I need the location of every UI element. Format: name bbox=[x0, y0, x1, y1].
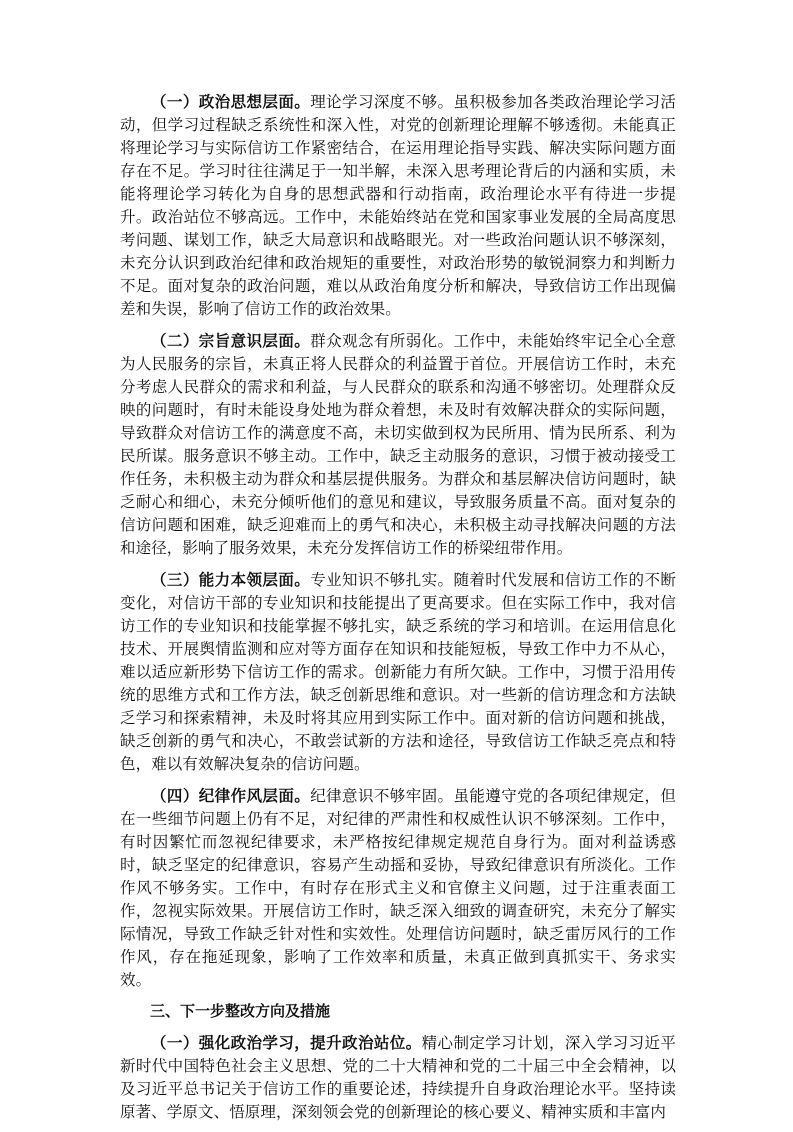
paragraph-lead: （三）能力本领层面。 bbox=[151, 570, 311, 589]
paragraph-body: 精心制定学习计划，深入学习习近平新时代中国特色社会主义思想、党的二十大精神和党的二十届三中全会精神，以及习近平总书记关于信访工作的重要论述，持续提升自身政治理论水平。坚持读原著、学原文、悟原理，深刻领会党的创新理论的核心要义、精神实质和丰富内 bbox=[120, 1034, 677, 1121]
paragraph-lead: （二）宗旨意识层面。 bbox=[151, 331, 311, 350]
document-page bbox=[120, 90, 676, 1132]
paragraph-body: 专业知识不够扎实。随着时代发展和信访工作的不断变化，对信访干部的专业知识和技能提出了更高要求。但在实际工作中，我对信访工作的专业知识和技能掌握不够扎实，缺乏系统的学习和培训。在运用信息化技术、开展舆情监测和应对等方面存在知识和技能短板，导致工作中力不从心，难以适应新形势下信访工作的需求。创新能力有所欠缺。工作中，习惯于沿用传统的思维方式和工作方法，缺乏创新思维和意识。对一些新的信访理念和方法缺乏学习和探索精神，未及时将其应用到实际工作中。面对新的信访问题和挑战，缺乏创新的勇气和决心，不敢尝试新的方法和途径，导致信访工作缺乏亮点和特色，难以有效解决复杂的信访问题。 bbox=[120, 571, 676, 773]
paragraph-discipline-style bbox=[120, 784, 676, 992]
paragraph-political-thought bbox=[120, 90, 676, 321]
paragraph-body: 群众观念有所弱化。工作中，未能始终牢记全心全意为人民服务的宗旨，未真正将人民群众的利益置于首位。开展信访工作时，未充分考虑人民群众的需求和利益，与人民群众的联系和沟通不够密切。处理群众反映的问题时，有时未能设身处地为群众着想，未及时有效解决群众的实际问题，导致群众对信访工作的满意度不高，未切实做到权为民所用、情为民所系、利为民所谋。服务意识不够主动。工作中，缺乏主动服务的意识，习惯于被动接受工作任务，未积极主动为群众和基层提供服务。为群众和基层解决信访问题时，缺乏耐心和细心，未充分倾听他们的意见和建议，导致服务质量不高。面对复杂的信访问题和困难，缺乏迎难而上的勇气和决心，未积极主动寻找解决问题的方法和途径，影响了服务效果，未充分发挥信访工作的桥梁纽带作用。 bbox=[120, 332, 676, 557]
section-heading: 三、下一步整改方向及措施 bbox=[150, 1002, 331, 1020]
paragraph-body: 理论学习深度不够。虽积极参加各类政治理论学习活动，但学习过程缺乏系统性和深入性，对党的创新理论理解不够透彻。未能真正将理论学习与实际信访工作紧密结合，在运用理论指导实践、解决实际问题方面存在不足。学习时往往满足于一知半解，未深入思考理论背后的内涵和实质，未能将理论学习转化为自身的思想武器和行动指南，政治理论水平有待进一步提升。政治站位不够高远。工作中，未能始终站在党和国家事业发展的全局高度思考问题、谋划工作，缺乏大局意识和战略眼光。对一些政治问题认识不够深刻，未充分认识到政治纪律和政治规矩的重要性，对政治形势的敏锐洞察力和判断力不足。面对复杂的政治问题，难以从政治角度分析和解决，导致信访工作出现偏差和失误，影响了信访工作的政治效果。 bbox=[120, 93, 676, 318]
paragraph-purpose-awareness bbox=[120, 329, 676, 560]
paragraph-lead: （一）政治思想层面。 bbox=[151, 92, 311, 111]
paragraph-lead: （四）纪律作风层面。 bbox=[151, 786, 311, 805]
paragraph-lead: （一）强化政治学习，提升政治站位。 bbox=[151, 1033, 422, 1052]
paragraph-strengthen-study bbox=[120, 1031, 676, 1124]
paragraph-body: 纪律意识不够牢固。虽能遵守党的各项纪律规定，但在一些细节问题上仍有不足，对纪律的严肃性和权威性认识不够深刻。工作中，有时因繁忙而忽视纪律要求，未严格按纪律规定规范自身行为。面对利益诱惑时，缺乏坚定的纪律意识，容易产生动摇和妥协，导致纪律意识有所淡化。工作作风不够务实。工作中，有时存在形式主义和官僚主义问题，过于注重表面工作，忽视实际效果。开展信访工作时，缺乏深入细致的调查研究，未充分了解实际情况，导致工作缺乏针对性和实效性。处理信访问题时，缺乏雷厉风行的工作作风，存在拖延现象，影响了工作效率和质量，未真正做到真抓实干、务求实效。 bbox=[120, 787, 676, 989]
paragraph-ability-skills bbox=[120, 568, 676, 776]
